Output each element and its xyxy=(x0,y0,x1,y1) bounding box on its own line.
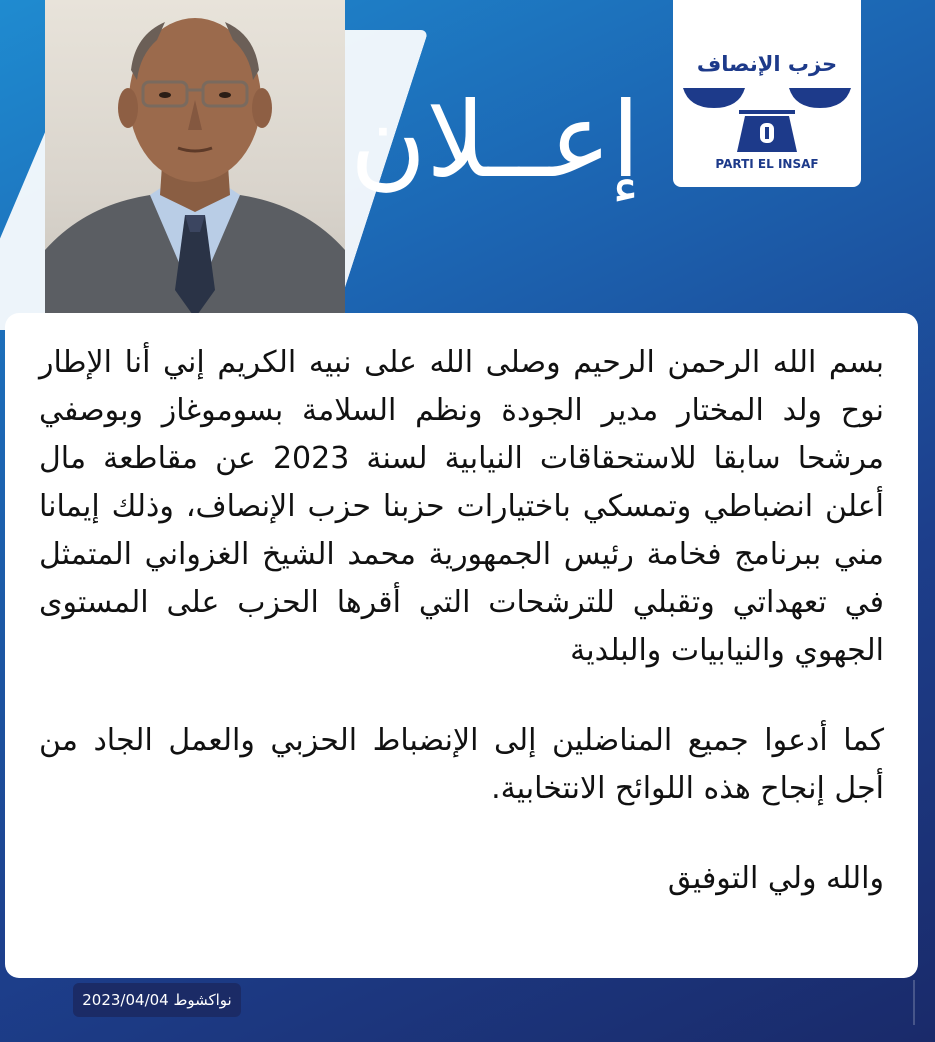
corner-divider xyxy=(913,980,915,1025)
scale-icon xyxy=(679,82,855,154)
logo-latin-name: PARTI EL INSAF xyxy=(715,157,819,171)
announcement-title: إعــلان xyxy=(349,79,641,201)
portrait-photo xyxy=(45,0,345,318)
announcement-paragraph-2: كما أدعوا جميع المناضلين إلى الإنضباط الحزبي والعمل الجاد من أجل إنجاح هذه اللوائح الانتخابية. xyxy=(39,723,884,806)
party-logo xyxy=(673,0,861,187)
date-badge: نواكشوط 2023/04/04 xyxy=(73,983,241,1017)
announcement-closing: والله ولي التوفيق xyxy=(667,861,884,896)
announcement-card xyxy=(5,313,918,978)
announcement-paragraph-1: بسم الله الرحمن الرحيم وصلى الله على نبيه الكريم إني أنا الإطار نوح ولد المختار مدير الجودة ونظم السلامة بسوموغاز وبوصفي مرشحا سابقا للاستحقاقات النيابية لسنة 2023 عن مقاطعة مال أعلن انضباطي وتمسكي باختيارات حزبنا حزب الإنصاف، وذلك إيمانا مني ببرنامج فخامة رئيس الجمهورية محمد الشيخ الغزواني المتمثل في تعهداتي وتقبلي للترشحات التي أقرها الحزب على المستوى الجهوي والنيابيات والبلدية xyxy=(39,345,884,668)
logo-arabic-name: حزب الإنصاف xyxy=(696,52,838,76)
